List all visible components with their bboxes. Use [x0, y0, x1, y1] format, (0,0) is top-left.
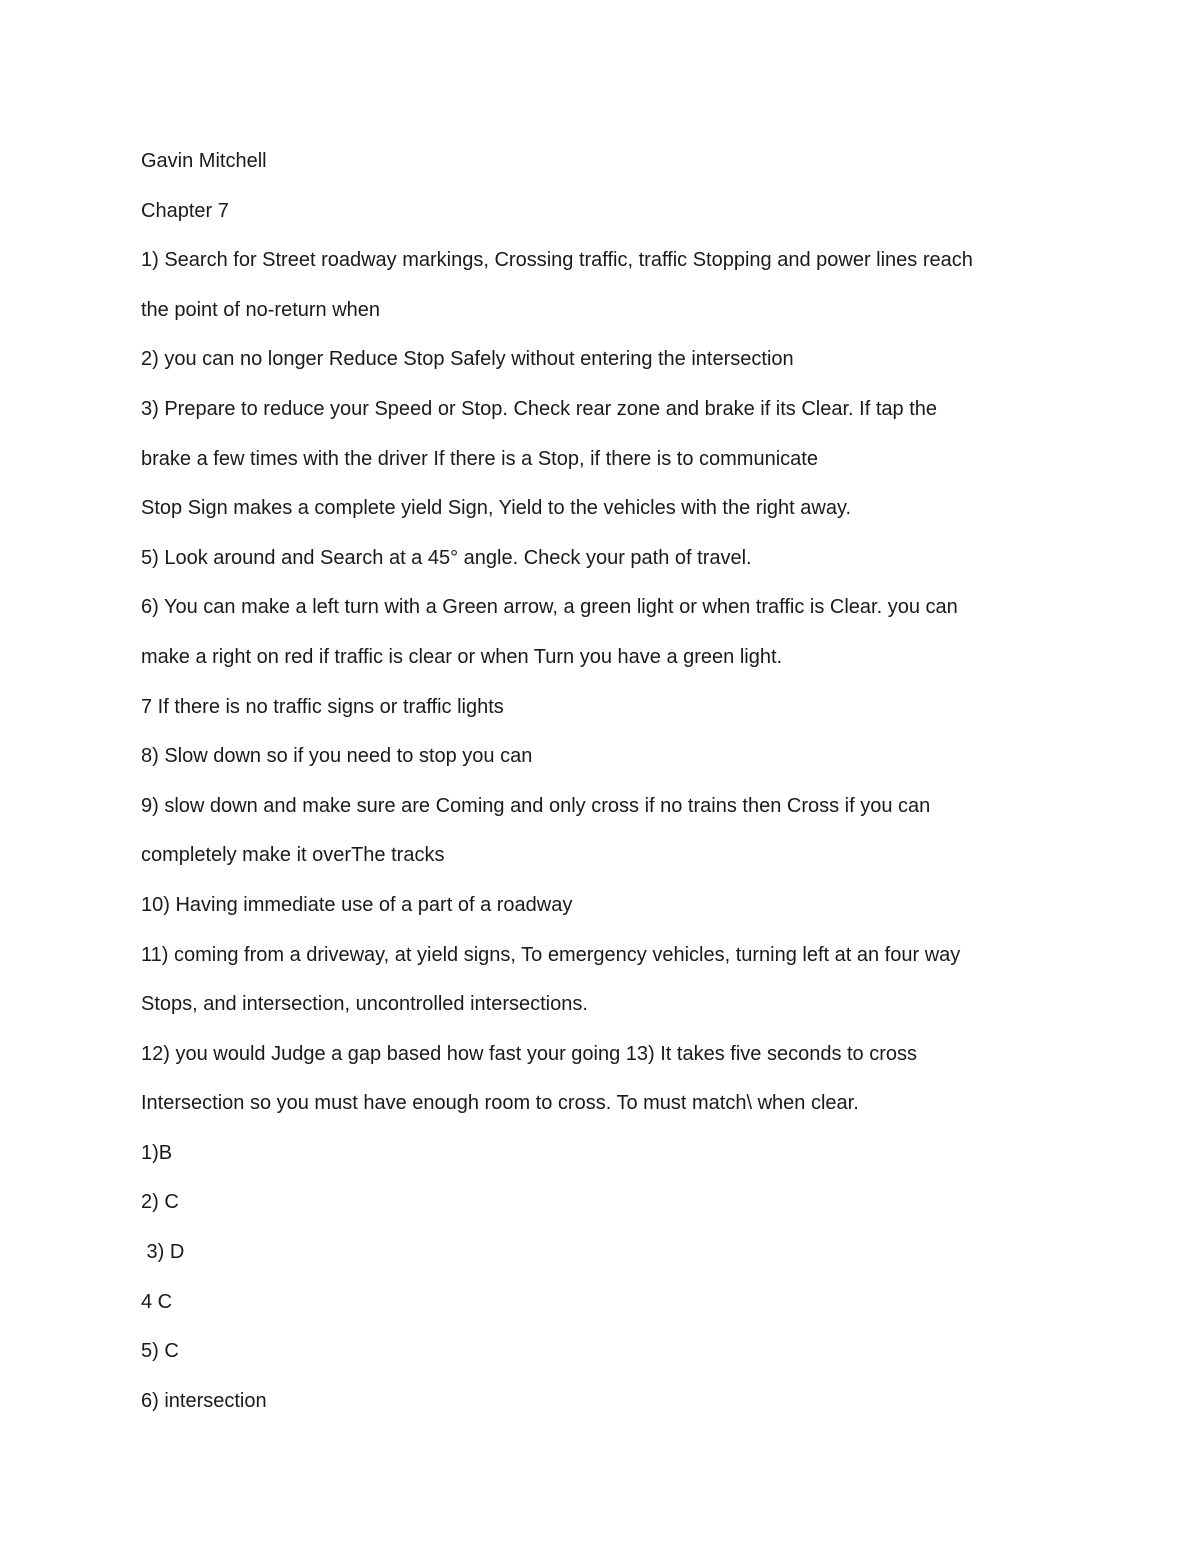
text-line: Stop Sign makes a complete yield Sign, Yield to the vehicles with the right away.	[141, 497, 852, 520]
answer-line: 6) intersection	[141, 1389, 267, 1412]
answer-line: 2) C	[141, 1191, 179, 1214]
chapter-heading: Chapter 7	[141, 199, 229, 222]
text-line: 9) slow down and make sure are Coming and only cross if no trains then Cross if you can	[141, 794, 931, 817]
text-line: the point of no-return when	[141, 298, 381, 321]
text-line: Stops, and intersection, uncontrolled intersections.	[141, 993, 588, 1016]
text-line: 2) you can no longer Reduce Stop Safely without entering the intersection	[141, 348, 794, 371]
document-body	[141, 137, 1061, 1426]
answer-line: 5) C	[141, 1340, 179, 1363]
text-line: completely make it overThe tracks	[141, 844, 445, 867]
text-line: 6) You can make a left turn with a Green arrow, a green light or when traffic is Clear. you can	[141, 596, 958, 619]
author-name: Gavin Mitchell	[141, 150, 267, 172]
text-line: make a right on red if traffic is clear or when Turn you have a green light.	[141, 645, 783, 668]
text-line: 10) Having immediate use of a part of a roadway	[141, 893, 573, 916]
text-line: 3) Prepare to reduce your Speed or Stop. Check rear zone and brake if its Clear. If tap the	[141, 397, 937, 420]
text-line: 5) Look around and Search at a 45° angle. Check your path of travel.	[141, 546, 752, 569]
text-line: brake a few times with the driver If there is a Stop, if there is to communicate	[141, 447, 818, 470]
text-line: 11) coming from a driveway, at yield signs, To emergency vehicles, turning left at an four way	[141, 943, 961, 966]
answer-line: 4 C	[141, 1290, 173, 1313]
text-line: 8) Slow down so if you need to stop you can	[141, 745, 533, 768]
text-line: 1) Search for Street roadway markings, Crossing traffic, traffic Stopping and power lines reach	[141, 249, 973, 272]
text-line: 12) you would Judge a gap based how fast your going 13) It takes five seconds to cross	[141, 1042, 918, 1065]
text-line: 7 If there is no traffic signs or traffic lights	[141, 695, 504, 718]
answer-line: 1)B	[141, 1141, 173, 1164]
answer-line: 3) D	[141, 1241, 185, 1264]
text-line: Intersection so you must have enough room to cross. To must match\ when clear.	[141, 1092, 859, 1115]
